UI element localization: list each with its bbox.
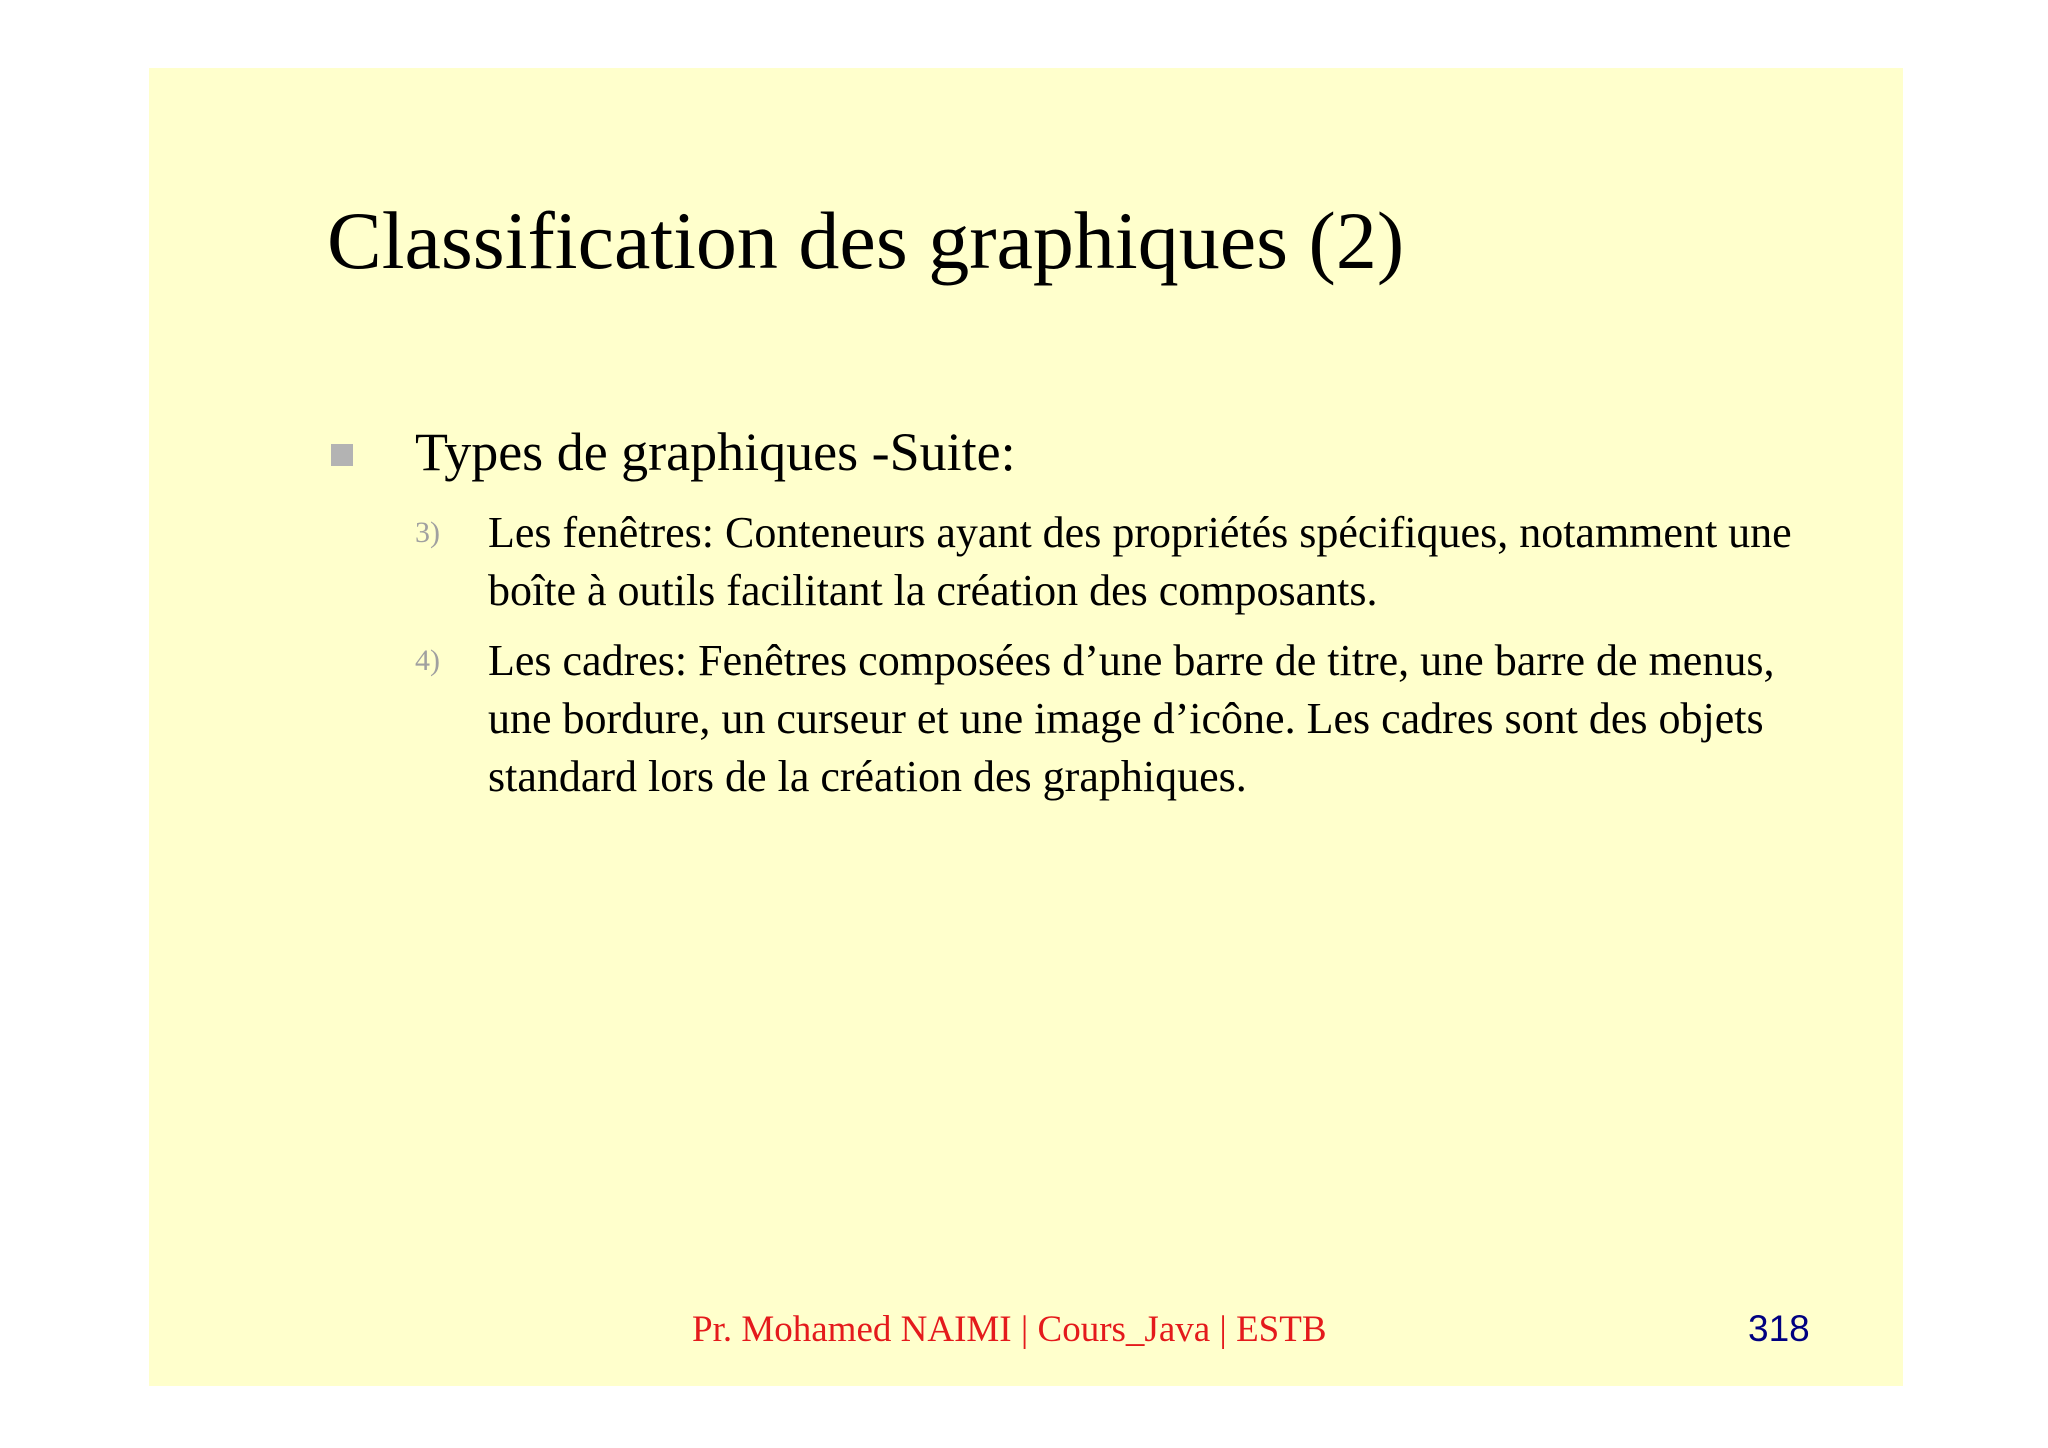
list-item: [415, 632, 1835, 806]
bullet-text: Types de graphiques -Suite:: [415, 422, 1016, 482]
list-item-text: Les cadres: Fenêtres composées d’une barre de titre, une barre de menus, une bordure, un curseur et une image d’icône. Les cadres sont des objets standard lors de la création des graphiques.: [488, 636, 1775, 801]
footer-credits: Pr. Mohamed NAIMI | Cours_Java | ESTB: [692, 1309, 1327, 1350]
page-number: 318: [1748, 1308, 1810, 1349]
numbered-list: [415, 504, 1835, 818]
list-item-text: Les fenêtres: Conteneurs ayant des propriétés spécifiques, notamment une boîte à outils facilitant la création des composants.: [488, 508, 1792, 615]
slide-title: Classification des graphiques (2): [327, 195, 1405, 286]
list-item: [415, 504, 1835, 620]
list-item-number: 4): [415, 644, 440, 677]
list-item-number: 3): [415, 516, 440, 549]
square-bullet-icon: [331, 444, 353, 466]
slide-footer: [149, 1308, 1903, 1368]
slide: [149, 68, 1903, 1386]
